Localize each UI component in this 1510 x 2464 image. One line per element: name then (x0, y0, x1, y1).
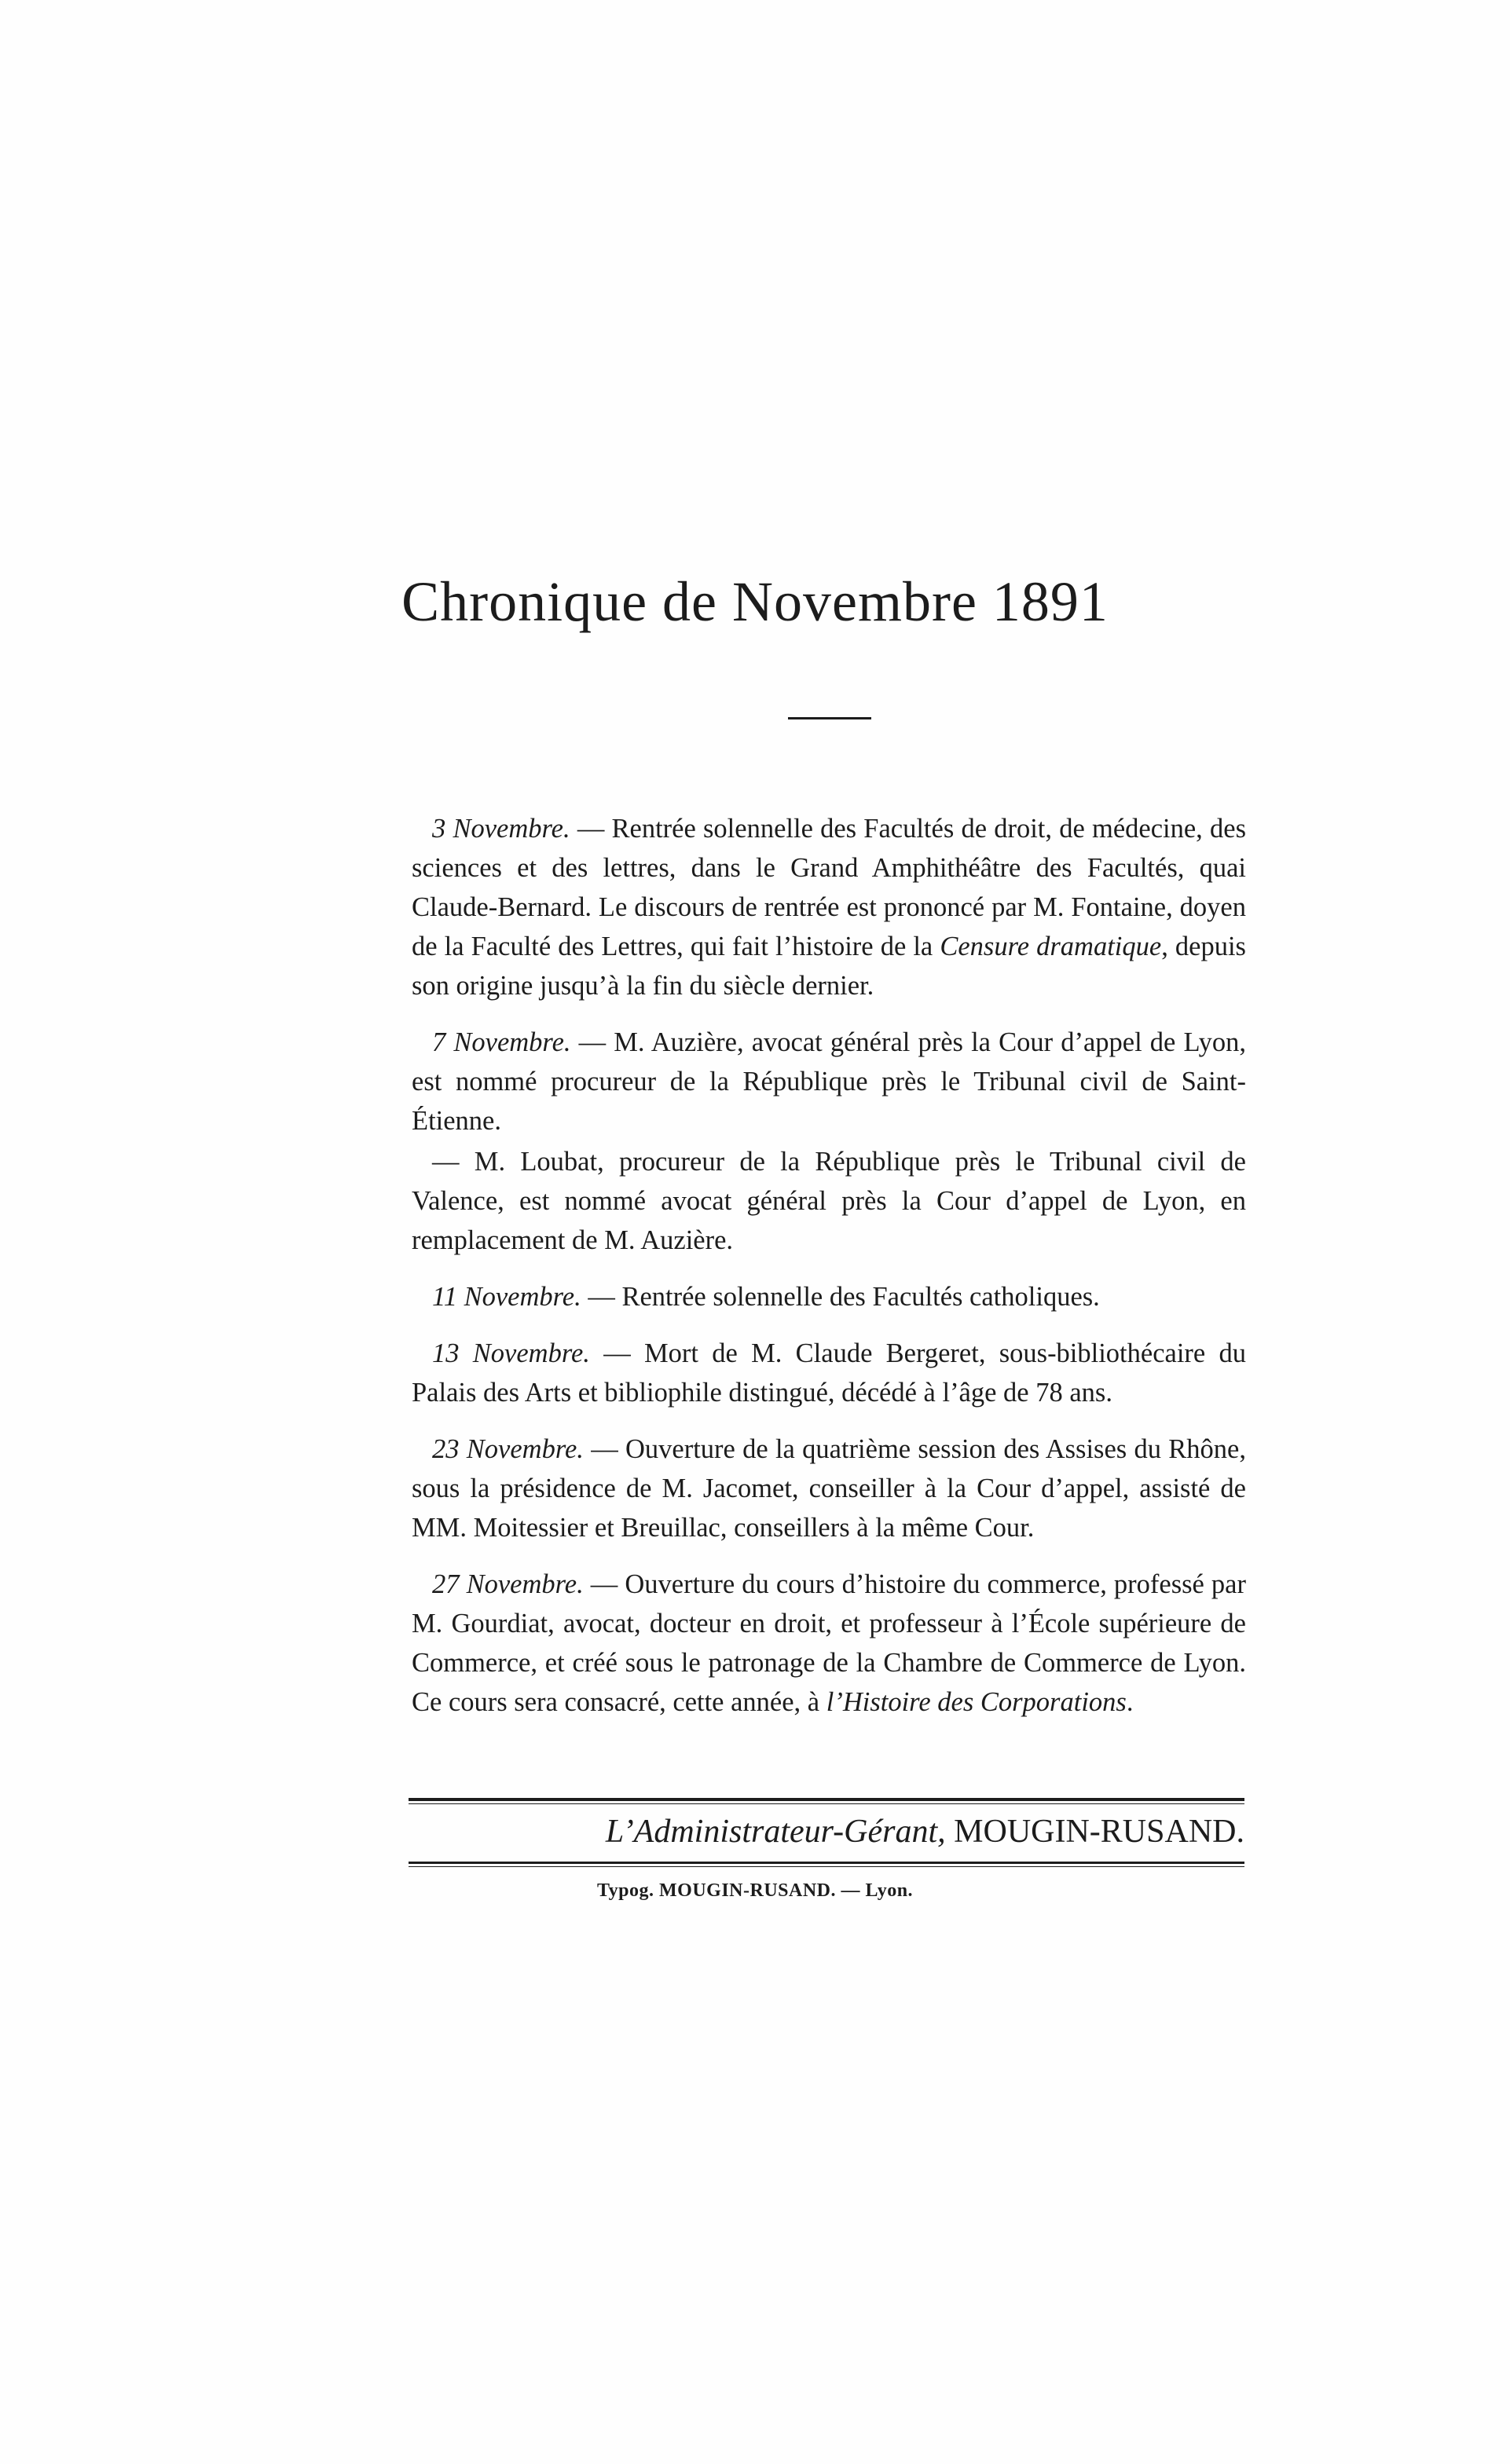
entry-date: 23 Novembre. (432, 1434, 584, 1464)
entry-text: — Ouverture du cours d’histoire du commerce, professé par M. Gourdiat, avocat, docteur en droit, et professeur à l’École supérieure de Commerce, et créé sous le patronage de la Chambre de Commerce de Lyon. Ce cours sera consacré, cette année, à (412, 1569, 1246, 1717)
entry-date: 3 Novembre. (432, 814, 570, 844)
entry-date: 27 Novembre. (432, 1569, 584, 1599)
page-title: Chronique de Novembre 1891 (401, 570, 1109, 633)
entry-nov-7 (412, 1023, 1246, 1140)
signature-rule-bottom (409, 1862, 1244, 1864)
entry-italic-title: l’Histoire des Corporations (826, 1687, 1127, 1717)
entry-text: — Rentrée solennelle des Facultés de droit, de médecine, des sciences et des lettres, dans le Grand Amphithéâtre des Facultés, quai Claude-Bernard. Le discours de rentrée est prononcé par M. Fontaine, doyen de la Faculté des Lettres, qui fait l’histoire de la (412, 814, 1246, 961)
entry-nov-23 (412, 1430, 1246, 1547)
signature-role: L’Administrateur-Gérant, (605, 1814, 946, 1850)
entry-text: — M. Auzière, avocat général près la Cour d’appel de Lyon, est nommé procureur de la République près le Tribunal civil de Saint-Étienne. (412, 1027, 1247, 1136)
entry-text-end: . (1126, 1687, 1134, 1717)
signature (409, 1810, 1244, 1854)
entry-text-end: , depuis son origine jusqu’à la fin du siècle dernier. (412, 932, 1246, 1001)
entry-italic-title: Censure dramatique (940, 932, 1162, 961)
signature-name: MOUGIN-RUSAND. (945, 1814, 1244, 1850)
entry-text: — Mort de M. Claude Bergeret, sous-bibliothécaire du Palais des Arts et bibliophile distingué, décédé à l’âge de 78 ans. (412, 1338, 1247, 1408)
entry-nov-3 (412, 809, 1246, 1005)
signature-rule-top-thin (409, 1803, 1244, 1804)
signature-rule-top (409, 1798, 1244, 1801)
entry-text: — Ouverture de la quatrième session des Assises du Rhône, sous la présidence de M. Jacomet, conseiller à la Cour d’appel, assisté de MM. Moitessier et Breuillac, conseillers à la même Cour. (412, 1434, 1246, 1543)
signature-rule-bottom-thin (409, 1866, 1244, 1867)
entry-text: — M. Loubat, procureur de la République près le Tribunal civil de Valence, est nommé avocat général près la Cour d’appel de Lyon, en remplacement de M. Auzière. (412, 1147, 1246, 1255)
entry-date: 13 Novembre. (432, 1338, 590, 1368)
entry-text: — Rentrée solennelle des Facultés catholiques. (581, 1282, 1100, 1312)
entry-nov-27 (412, 1565, 1246, 1722)
entry-nov-11 (412, 1277, 1246, 1316)
entry-date: 7 Novembre. (432, 1027, 571, 1057)
chronicle-body (412, 809, 1246, 1739)
entry-nov-13 (412, 1334, 1246, 1412)
entry-date: 11 Novembre. (432, 1282, 581, 1312)
printer-imprint: Typog. MOUGIN-RUSAND. — Lyon. (596, 1880, 914, 1901)
title-rule (788, 717, 871, 719)
entry-nov-7-continued (412, 1142, 1246, 1260)
